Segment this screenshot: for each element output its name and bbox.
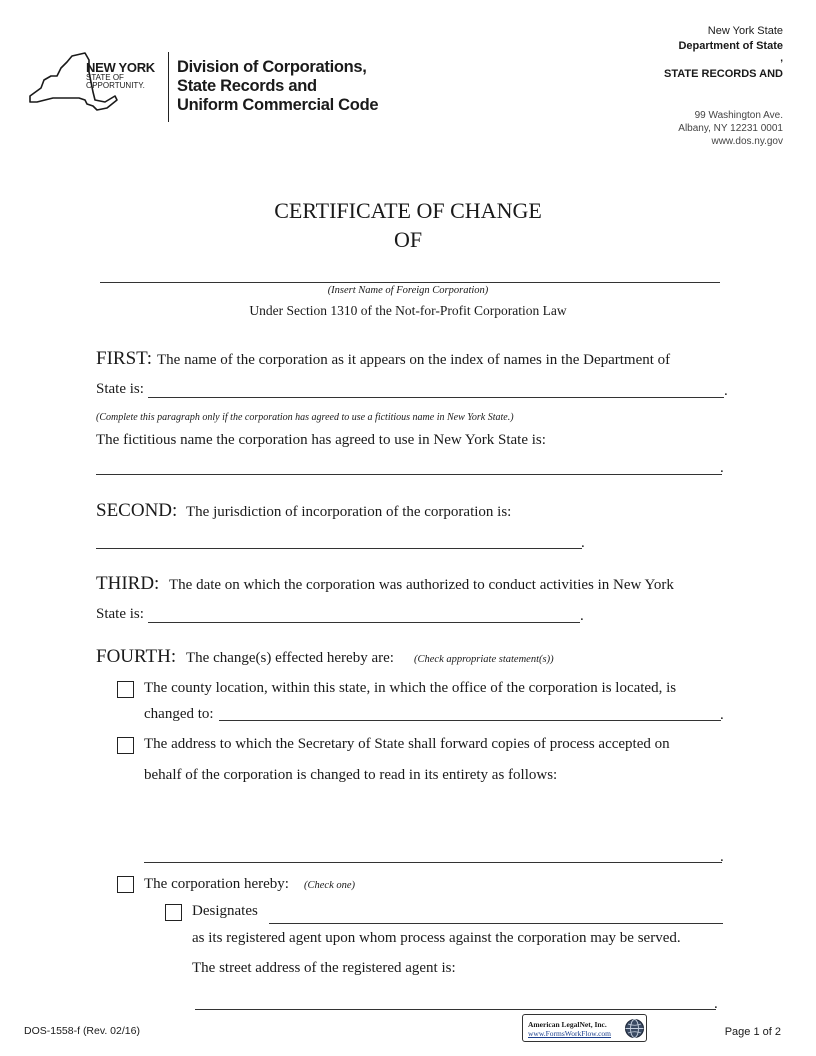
first-text: The name of the corporation as it appears on the index of names in the Department of	[157, 352, 671, 368]
authorization-date-line	[148, 622, 580, 623]
division-name-line-2: State Records and	[177, 77, 317, 95]
header-state-records: STATE RECORDS AND	[664, 68, 783, 80]
logo-state-name: NEW YORK	[86, 60, 155, 75]
logo-divider	[168, 52, 169, 122]
second-text: The jurisdiction of incorporation of the corporation is:	[186, 504, 512, 520]
badge-website: www.FormsWorkFlow.com	[528, 1029, 612, 1038]
second-label: SECOND:	[96, 500, 178, 521]
header-comma: ,	[780, 53, 783, 64]
corporation-name-field[interactable]	[148, 380, 724, 398]
badge-company: American LegalNet, Inc.	[528, 1020, 607, 1029]
fictitious-name-note: (Complete this paragraph only if the corporation has agreed to use a fictitious name in New York State.)	[96, 412, 514, 423]
third-label: THIRD:	[96, 573, 160, 594]
jurisdiction-line	[96, 548, 582, 549]
jurisdiction-field[interactable]	[96, 531, 582, 549]
process-address-text-1: The address to which the Secretary of State shall forward copies of process accepted on	[144, 736, 670, 752]
fourth-label: FOURTH:	[96, 646, 177, 667]
division-name-line-3: Uniform Commercial Code	[177, 96, 379, 114]
third-period: .	[580, 608, 584, 624]
county-change-checkbox[interactable]	[117, 681, 134, 698]
logo-tagline-1: STATE OF	[86, 73, 124, 82]
third-state-is: State is:	[96, 606, 144, 622]
process-address-period: .	[720, 849, 724, 865]
county-change-text-2: changed to:	[144, 706, 214, 722]
fictitious-name-line	[96, 474, 722, 475]
process-address-line	[144, 862, 722, 863]
process-address-checkbox[interactable]	[117, 737, 134, 754]
county-period: .	[720, 707, 724, 723]
header-state: New York State	[707, 25, 783, 37]
first-state-is: State is:	[96, 381, 144, 397]
registered-agent-name-field[interactable]	[269, 906, 723, 924]
first-period: .	[724, 383, 728, 399]
division-name-line-1: Division of Corporations,	[177, 58, 367, 76]
under-section-text: Under Section 1310 of the Not-for-Profit Corporation Law	[249, 303, 567, 318]
address-website: www.dos.ny.gov	[711, 136, 783, 147]
form-title: CERTIFICATE OF CHANGE	[274, 198, 542, 223]
form-title-of: OF	[393, 227, 423, 252]
county-field[interactable]	[219, 703, 721, 721]
agent-served-text: as its registered agent upon whom process against the corporation may be served.	[192, 930, 681, 946]
agent-street-address-line	[195, 1009, 716, 1010]
corporation-name-line	[148, 397, 724, 398]
first-label: FIRST:	[96, 348, 153, 369]
foreign-corporation-name-line	[100, 282, 720, 283]
fictitious-name-field[interactable]	[96, 457, 722, 475]
foreign-corporation-name-field[interactable]	[100, 264, 720, 282]
agent-street-address-text: The street address of the registered agent is:	[192, 960, 456, 976]
registered-agent-name-line	[269, 923, 723, 924]
legalnet-badge[interactable]	[522, 1014, 647, 1042]
process-address-field[interactable]	[144, 793, 722, 863]
second-period: .	[581, 535, 585, 551]
fourth-note: (Check appropriate statement(s))	[414, 654, 554, 665]
county-change-text-1: The county location, within this state, in which the office of the corporation is located, is	[144, 680, 677, 696]
county-line	[219, 720, 721, 721]
corporation-hereby-checkbox[interactable]	[117, 876, 134, 893]
agent-street-period: .	[714, 996, 718, 1012]
page-number: Page 1 of 2	[724, 1026, 781, 1038]
header-department: Department of State	[678, 40, 783, 52]
check-one-note: (Check one)	[304, 880, 356, 891]
address-city: Albany, NY 12231 0001	[678, 123, 783, 134]
logo-tagline-2: OPPORTUNITY.	[86, 81, 145, 90]
designates-label: Designates	[192, 903, 258, 919]
globe-icon	[624, 1018, 645, 1039]
process-address-text-2: behalf of the corporation is changed to read in its entirety as follows:	[144, 767, 558, 783]
agent-street-address-field[interactable]	[195, 992, 716, 1010]
authorization-date-field[interactable]	[148, 605, 580, 623]
fictitious-name-text: The fictitious name the corporation has agreed to use in New York State is:	[96, 432, 546, 448]
fictitious-period: .	[720, 460, 724, 476]
designates-checkbox[interactable]	[165, 904, 182, 921]
insert-name-caption: (Insert Name of Foreign Corporation)	[327, 285, 489, 296]
third-text: The date on which the corporation was authorized to conduct activities in New York	[169, 577, 674, 593]
form-id: DOS-1558-f (Rev. 02/16)	[24, 1025, 140, 1037]
address-street: 99 Washington Ave.	[694, 110, 783, 121]
fourth-text: The change(s) effected hereby are:	[186, 650, 394, 666]
corporation-hereby-text: The corporation hereby:	[144, 876, 289, 892]
